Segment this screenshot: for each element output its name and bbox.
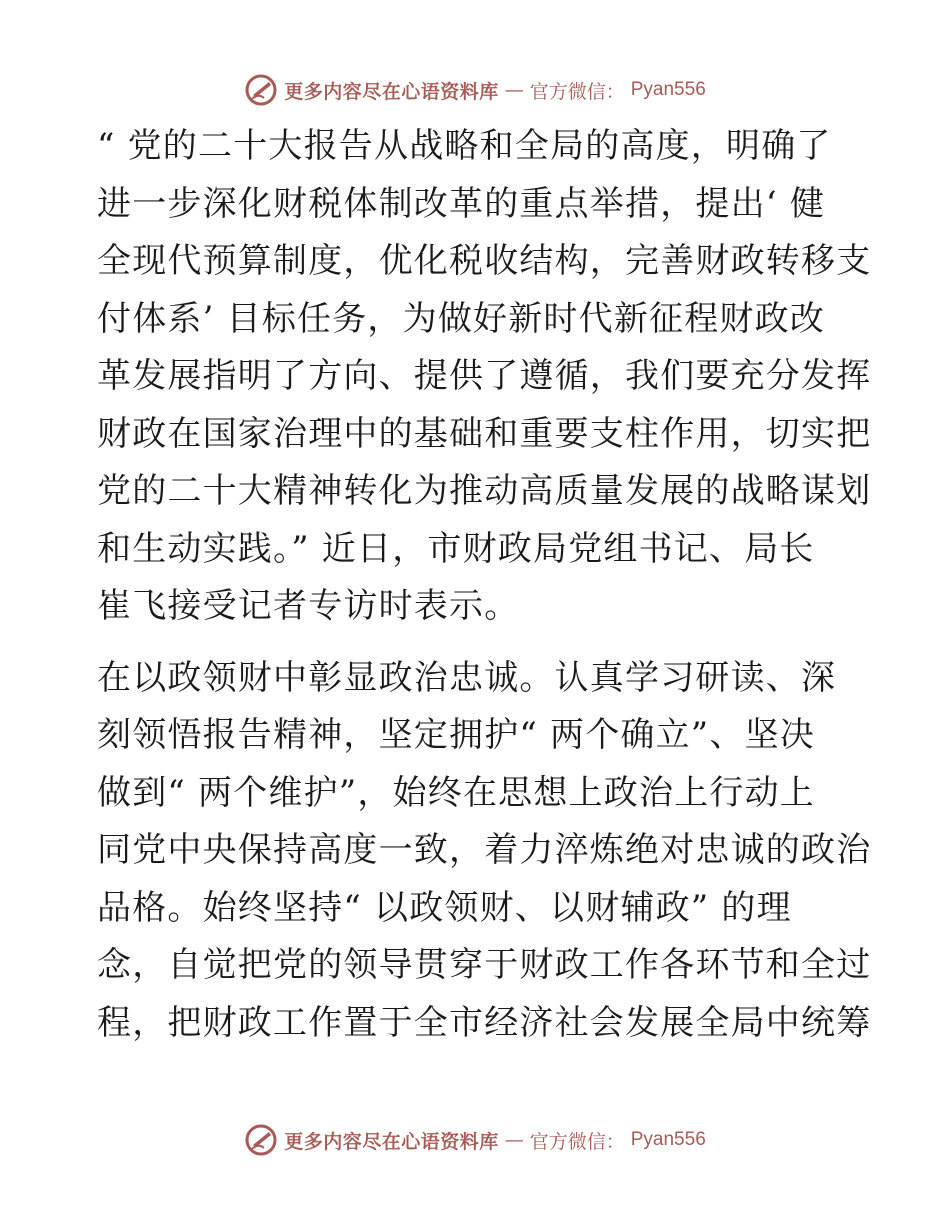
banner-separator: —	[504, 79, 524, 101]
banner-wechat-id: Pyan556	[630, 79, 706, 100]
article-body	[97, 118, 872, 1052]
paragraph-1	[97, 118, 872, 636]
text-line: “ 党的二十大报告从战略和全局的高度，明确了	[97, 126, 832, 166]
text-line: 全现代预算制度，优化税收结构，完善财政转移支	[97, 241, 872, 281]
text-line: 党的二十大精神转化为推动高质量发展的战略谋划	[97, 471, 872, 511]
text-line: 做到“ 两个维护”，始终在思想上政治上行动上	[97, 772, 815, 813]
paragraph-2	[97, 650, 872, 1053]
library-logo-icon	[244, 73, 278, 107]
text-line: 进一步深化财税体制改革的重点举措，提出‘ 健	[97, 183, 826, 224]
banner-wechat-label: 官方微信：	[529, 1130, 625, 1153]
header-banner	[0, 70, 950, 110]
text-line: 念，自觉把党的领导贯穿于财政工作各环节和全过	[97, 945, 872, 985]
banner-text: 更多内容尽在心语资料库	[284, 80, 499, 103]
text-line: 刻领悟报告精神，坚定拥护“ 两个确立”、坚决	[97, 715, 815, 755]
text-line: 付体系’ 目标任务，为做好新时代新征程财政改	[97, 298, 826, 339]
text-line: 崔飞接受记者专访时表示。	[97, 586, 520, 626]
banner-wechat-id: Pyan556	[630, 1129, 706, 1150]
text-line: 在以政领财中彰显政治忠诚。认真学习研读、深	[97, 657, 837, 698]
text-line: 同党中央保持高度一致，着力淬炼绝对忠诚的政治	[97, 830, 872, 870]
text-line: 和生动实践。” 近日，市财政局党组书记、局长	[97, 528, 815, 569]
banner-text: 更多内容尽在心语资料库	[284, 1130, 499, 1153]
banner-separator: —	[504, 1129, 524, 1151]
text-line: 财政在国家治理中的基础和重要支柱作用，切实把	[97, 413, 872, 454]
text-line: 程，把财政工作置于全市经济社会发展全局中统筹	[97, 1002, 872, 1043]
library-logo-icon	[244, 1123, 278, 1157]
footer-banner	[0, 1120, 950, 1160]
banner-wechat-label: 官方微信：	[529, 80, 625, 103]
text-line: 革发展指明了方向、提供了遵循，我们要充分发挥	[97, 356, 872, 396]
paragraph-spacer	[97, 636, 857, 650]
text-line: 品格。始终坚持“ 以政领财、以财辅政” 的理	[97, 887, 792, 928]
